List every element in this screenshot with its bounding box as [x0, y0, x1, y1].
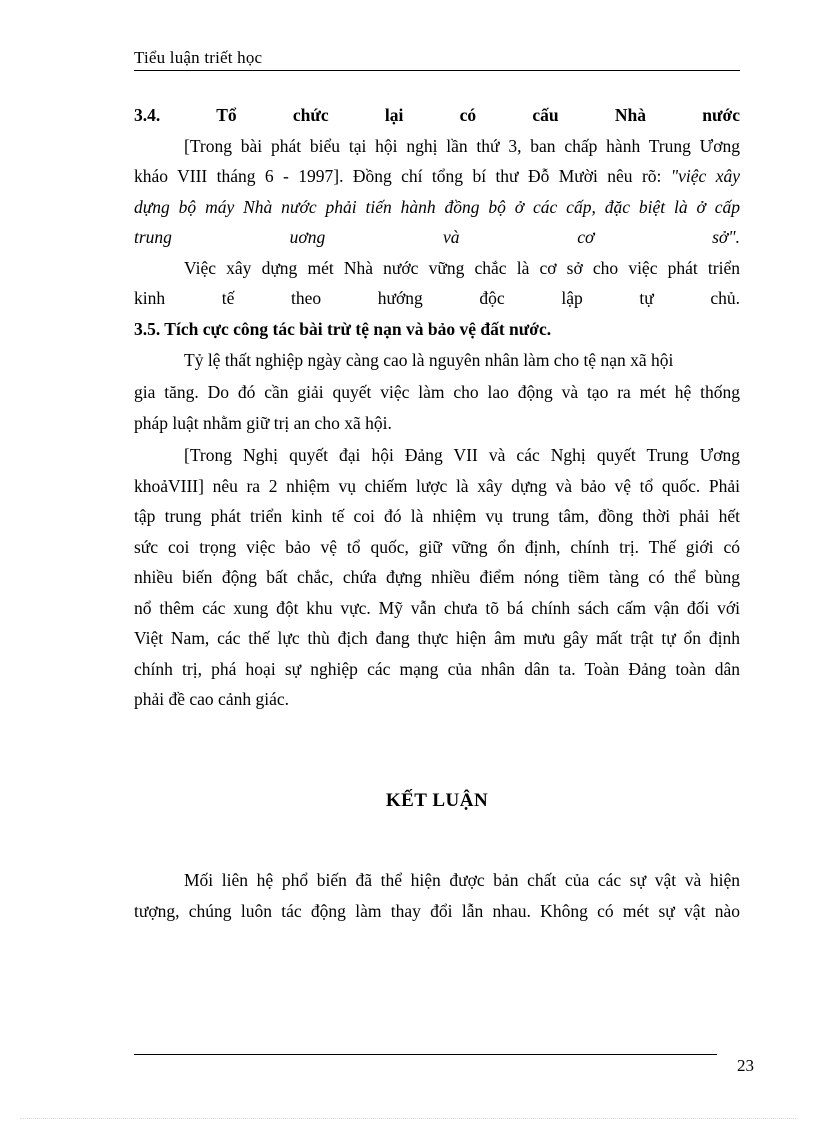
section-3-4-p1-line2-normal: kháo VIII tháng 6 - 1997]. Đồng chí tổng bí thư Đỗ Mười nêu rõ: [134, 166, 671, 186]
section-3-4-p1-line1: [Trong bài phát biểu tại hội nghị lần thứ 3, ban chấp hành Trung Ương [184, 135, 740, 156]
footer-rule [134, 1054, 717, 1055]
section-3-4-p2-line1: Việc xây dựng mét Nhà nước vững chắc là cơ sở cho việc phát triển [184, 257, 740, 278]
section-3-5-p1-line1: Tỷ lệ thất nghiệp ngày càng cao là nguyên nhân làm cho tệ nạn xã hội [184, 350, 674, 370]
section-3-5-p2-line: Việt Nam, các thế lực thù địch đang thực hiện âm mưu gây mất trật tự ổn định [134, 628, 740, 648]
section-3-5-p2-line: nhiều biến động bất chắc, chứa đựng nhiều điểm nóng tiềm tàng có thể bùng [134, 567, 740, 587]
conclusion-body [134, 865, 740, 926]
section-3-5-p1-line3: pháp luật nhằm giữ trị an cho xã hội. [134, 412, 392, 433]
section-3-5-p1-line2: gia tăng. Do đó cần giải quyết việc làm cho lao động và tạo ra mét hệ thống [134, 382, 740, 402]
section-3-4-quote-end: trung uơng và cơ sở". [134, 227, 740, 247]
section-3-5-p2-line: sức coi trọng việc bảo vệ tổ quốc, giữ vững ổn định, chính trị. Thế giới có [134, 536, 740, 557]
page-number: 23 [737, 1056, 754, 1075]
main-content [134, 100, 740, 715]
conclusion-line2: tượng, chúng luôn tác động làm thay đổi lẫn nhau. Không có mét sự vật nào [134, 900, 740, 921]
conclusion-title: KẾT LUẬN [385, 790, 489, 811]
section-3-5-heading: 3.5. Tích cực công tác bài trừ tệ nạn và bảo vệ đất nước. [134, 318, 552, 339]
section-3-4-quote-line: dựng bộ máy Nhà nước phải tiến hành đồng bộ ở các cấp, đặc biệt là ở cấp [134, 196, 740, 217]
section-3-5-p2-line: [Trong Nghị quyết đại hội Đảng VII và các Nghị quyết Trung Ương [184, 445, 740, 465]
section-3-5-p2-line: nổ thêm các xung đột khu vực. Mỹ vẫn chưa tõ bá chính sách cấm vận đối với [134, 597, 740, 618]
header-rule [134, 70, 740, 71]
section-3-4-p1-line2 [134, 161, 740, 192]
section-3-5-p2-line: phải đề cao cảnh giác. [134, 689, 289, 709]
section-3-5-p2-line: khoảVIII] nêu ra 2 nhiệm vụ chiếm lược là xây dựng và bảo vệ tổ quốc. Phải [134, 475, 740, 496]
running-header: Tiểu luận triết học [134, 48, 263, 67]
section-3-4-quote-start: "việc xây [670, 166, 740, 186]
section-3-4-heading [134, 100, 740, 131]
section-3-4-heading-text: 3.4. Tổ chức lại có cấu Nhà nước [134, 105, 740, 125]
section-3-5-p2-line: tập trung phát triển kinh tế coi đó là nhiệm vụ trung tâm, đồng thời phải hết [134, 506, 740, 526]
section-3-4-p2-line2: kinh tế theo hướng độc lập tự chủ. [134, 288, 740, 308]
page-edge-divider [20, 1118, 796, 1119]
section-3-5-p2-line: chính trị, phá hoại sự nghiệp các mạng của nhân dân ta. Toàn Đảng toàn dân [134, 658, 740, 679]
conclusion-line1: Mối liên hệ phổ biến đã thể hiện được bản chất của các sự vật và hiện [184, 870, 740, 890]
